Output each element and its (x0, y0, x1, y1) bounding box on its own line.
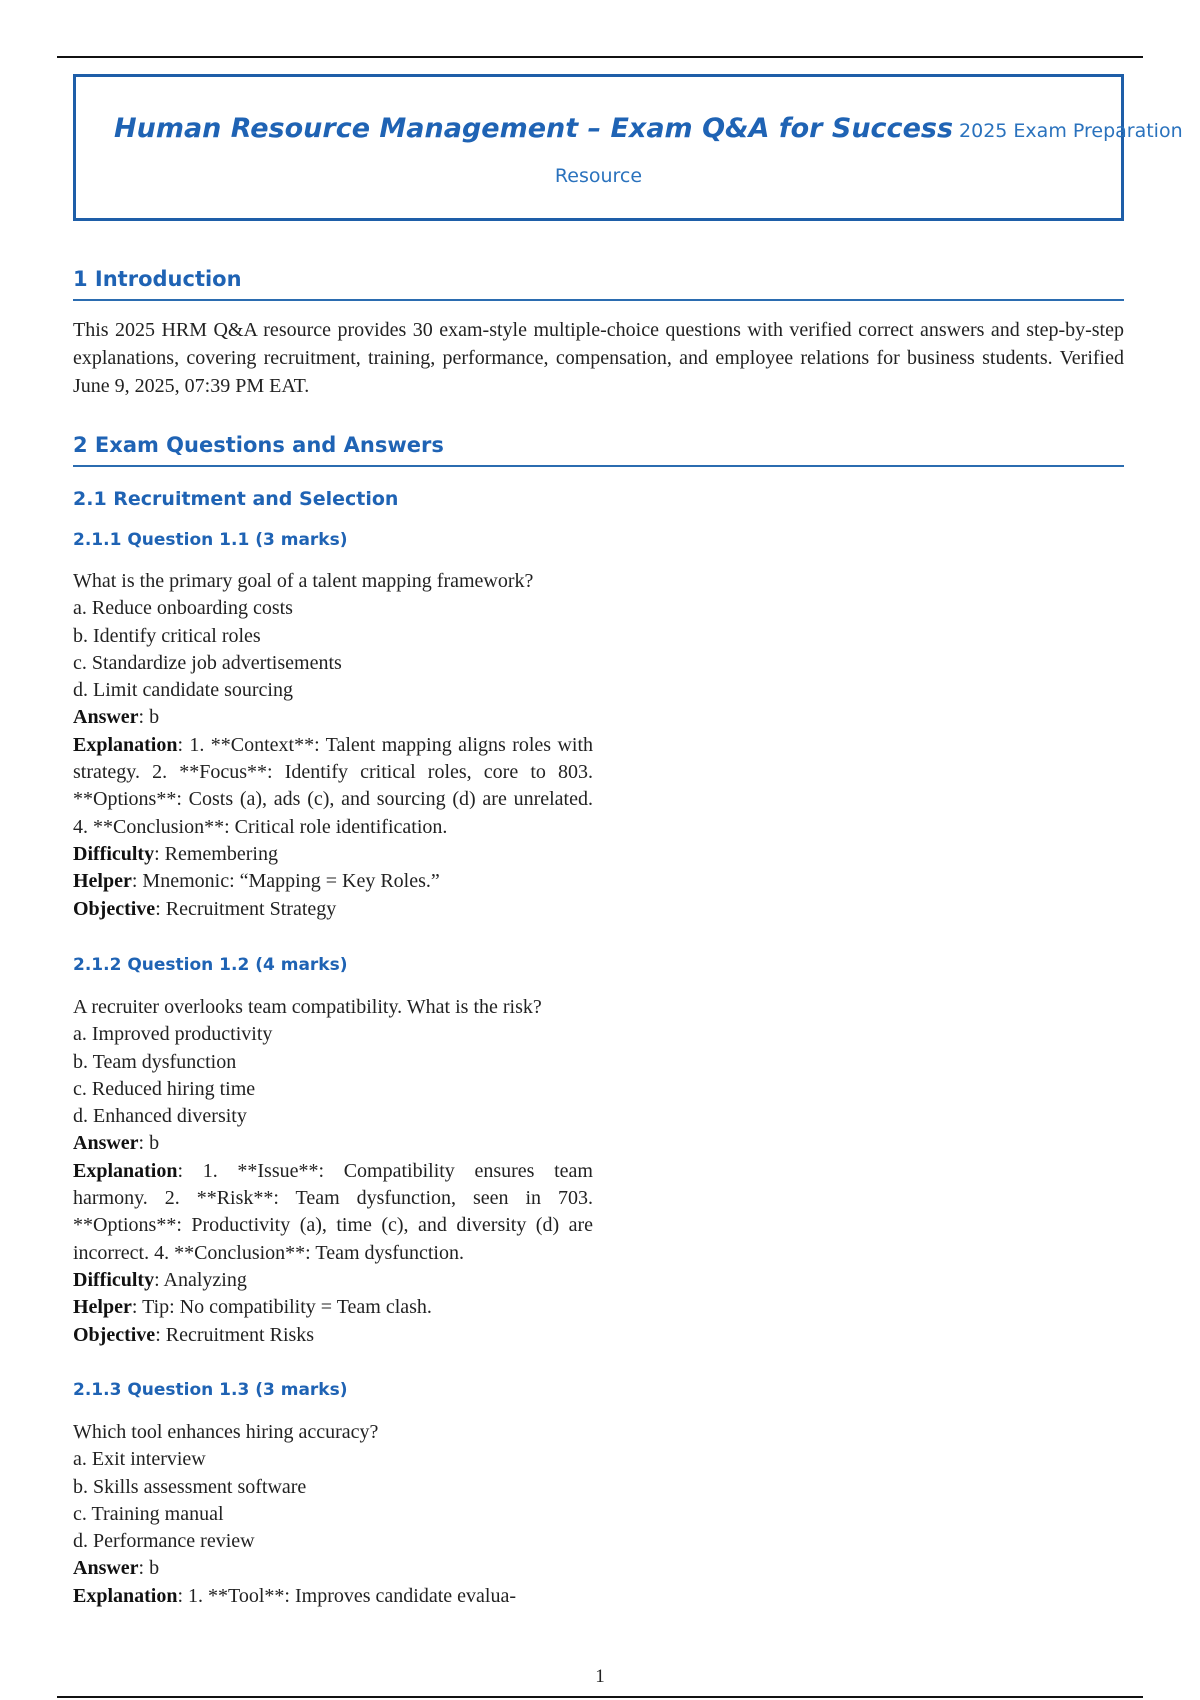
introduction-paragraph: This 2025 HRM Q&A resource provides 30 exam-style multiple-choice questions with verified correct answers and step-by-step explanations, covering recruitment, training, performance, compensation, and employee relations for business students. Verified June 9, 2025, 07:39 PM EAT. (73, 319, 1124, 397)
difficulty-value: : Remembering (154, 842, 278, 865)
question-prompt: A recruiter overlooks team compatibility. What is the risk? (73, 996, 542, 1018)
top-rule (57, 56, 1143, 58)
helper-label: Helper (73, 870, 132, 893)
helper-value: : Mnemonic: “Mapping = Key Roles.” (131, 870, 440, 893)
explanation-line (73, 732, 593, 841)
objective-value: : Recruitment Strategy (155, 897, 337, 920)
helper-value: : Tip: No compatibility = Team clash. (131, 1296, 432, 1319)
answer-label: Answer (73, 1132, 139, 1155)
question-heading: 2.1.2 Question 1.2 (4 marks) (73, 955, 348, 975)
document-title: Human Resource Management – Exam Q&A for Success (114, 113, 954, 144)
explanation-text: : 1. **Tool**: Improves candidate evalua- (177, 1584, 516, 1607)
title-line (114, 113, 1183, 144)
question-block (73, 568, 593, 923)
explanation-text: : 1. **Context**: Talent mapping aligns roles with strategy. 2. **Focus**: Identify critical roles, core to 803. **Options**: Costs (a), ads (c), and sourcing (d) are unrelated. 4. **Conclusion**: Critical role identification. (73, 733, 593, 838)
answer-value: : b (138, 1557, 160, 1580)
option: a. Improved productivity (73, 1023, 273, 1046)
bottom-rule (57, 1696, 1143, 1698)
explanation-text: : 1. **Issue**: Compatibility ensures team harmony. 2. **Risk**: Team dysfunction, seen in 703. **Options**: Productivity (a), time (c), and diversity (d) are incorrect. 4. **Conclusion**: Team dysfunction. (73, 1159, 593, 1264)
explanation-label: Explanation (73, 1159, 178, 1182)
option: a. Reduce onboarding costs (73, 597, 293, 620)
answer-line (73, 1130, 593, 1157)
option: d. Enhanced diversity (73, 1105, 247, 1128)
difficulty-value: : Analyzing (154, 1268, 247, 1291)
objective-line (73, 896, 593, 923)
explanation-label: Explanation (73, 1584, 178, 1607)
helper-line (73, 1294, 593, 1321)
document-subtitle-continued: Resource (554, 165, 643, 187)
answer-line (73, 1555, 593, 1582)
difficulty-label: Difficulty (73, 1268, 155, 1291)
option: b. Skills assessment software (73, 1475, 307, 1498)
option: b. Team dysfunction (73, 1050, 237, 1073)
option: c. Standardize job advertisements (73, 651, 342, 674)
objective-value: : Recruitment Risks (155, 1323, 315, 1346)
objective-label: Objective (73, 897, 156, 920)
document-subtitle: 2025 Exam Preparation (959, 120, 1183, 142)
explanation-line (73, 1158, 593, 1267)
section-heading-introduction: 1 Introduction (73, 267, 1124, 301)
helper-line (73, 868, 593, 895)
option: c. Training manual (73, 1502, 224, 1525)
explanation-label: Explanation (73, 733, 178, 756)
difficulty-line (73, 841, 593, 868)
answer-value: : b (138, 706, 160, 729)
option: b. Identify critical roles (73, 624, 261, 647)
option: d. Limit candidate sourcing (73, 679, 293, 702)
question-heading: 2.1.3 Question 1.3 (3 marks) (73, 1380, 348, 1400)
question-prompt: Which tool enhances hiring accuracy? (73, 1421, 379, 1443)
option: d. Performance review (73, 1530, 255, 1553)
section-heading-questions: 2 Exam Questions and Answers (73, 433, 1124, 467)
objective-label: Objective (73, 1323, 156, 1346)
explanation-line (73, 1583, 593, 1610)
option: c. Reduced hiring time (73, 1077, 256, 1100)
question-block (73, 1419, 593, 1610)
subsection-heading: 2.1 Recruitment and Selection (73, 488, 399, 510)
option: a. Exit interview (73, 1448, 206, 1471)
page-number: 1 (595, 1666, 605, 1687)
question-prompt: What is the primary goal of a talent mapping framework? (73, 570, 534, 592)
helper-label: Helper (73, 1296, 132, 1319)
answer-line (73, 704, 593, 731)
objective-line (73, 1322, 593, 1349)
difficulty-line (73, 1267, 593, 1294)
question-block (73, 994, 593, 1349)
question-heading: 2.1.1 Question 1.1 (3 marks) (73, 530, 348, 550)
difficulty-label: Difficulty (73, 842, 155, 865)
answer-label: Answer (73, 706, 139, 729)
answer-label: Answer (73, 1557, 139, 1580)
answer-value: : b (138, 1132, 160, 1155)
title-box (73, 74, 1183, 221)
